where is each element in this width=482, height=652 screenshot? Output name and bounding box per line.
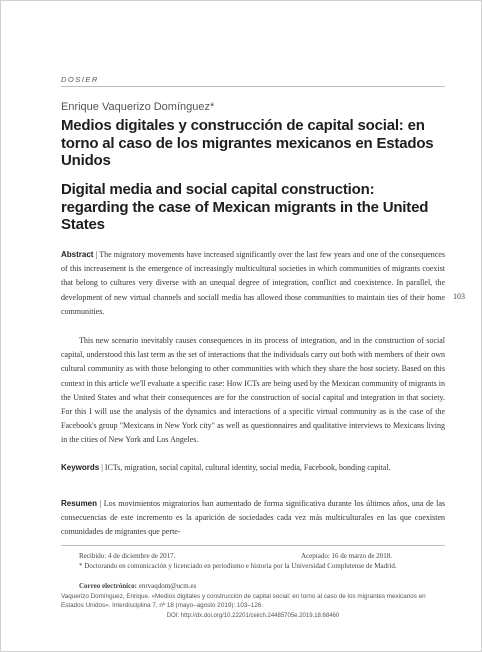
abstract-paragraph-1 (61, 248, 445, 319)
abstract-separator: | (93, 250, 100, 259)
keywords-separator: | (99, 463, 105, 472)
title-spanish: Medios digitales y construcción de capital social: en torno al caso de los migrantes mexicanos en Estados Unidos (61, 117, 434, 169)
abstract-text-1: The migratory movements have increased significantly over the last few years and one of the consequences of this increasement is the emergence of increasingly multicultural societies in which communities of migrants coexist that belong to cultures very diverse with an unequal degree of integration, conflict and coexistence. In parallel, the development of new virtual channels and socialI media has allowed those communities to maintain ties of their home communities. (61, 250, 445, 316)
resumen-paragraph (61, 497, 445, 540)
author-footnote: * Doctorando en comunicación y licenciado en periodismo e historia por la Universidad Complutense de Madrid. (79, 562, 397, 570)
resumen-label: Resumen (61, 499, 98, 508)
header-rule (61, 86, 445, 87)
author-email (79, 581, 196, 591)
keywords-text: ICTs, migration, social capital, cultural identity, social media, Facebook, bonding capital. (104, 463, 391, 472)
author-name: Enrique Vaquerizo Domínguez* (61, 101, 215, 113)
abstract-paragraph-2: This new scenario inevitably causes consequences in its process of integration, and in the construction of social capital, understood this last term as the set of interactions that the individuals carry out both with members of their own cultural community as with those belonging to other communities with which they share the host society. Based on this context in this article we'll evaluate a specific case: How ICTs are being used by the Mexican community of migrants in the United States and what their consequences are for the construction of social capital and integration in that society. For this I will use the analysis of the dynamics and interactions of a specific virtual community as is the case of the Facebook's group "Mexicans in New York city" as well as questionnaires and qualitative interviews to Mexicans living in the cities of New York and Los Angeles. (61, 336, 445, 445)
doi-link[interactable]: DOI: http://dx.doi.org/10.22201/ceiich.24485705e.2019.18.68460 (166, 613, 340, 619)
title-english: Digital media and social capital construction: regarding the case of Mexican migrants in the United States (61, 181, 429, 233)
received-date: Recibido: 4 de diciembre de 2017. (79, 552, 176, 560)
section-tag: DOSIER (61, 75, 99, 84)
footnote-rule (61, 545, 445, 546)
resumen-text: Los movimientos migratorios han aumentado de forma significativa durante los últimos años, una de las consecuencias de este incremento es la aparición de sociedades cada vez más multiculturales en las que coexisten comunidades de migrantes que perte- (61, 499, 445, 537)
citation: Vaquerizo Domínguez, Enrique. «Medios digitales y construcción de capital social: en torno al caso de los migrantes mexicanos en Estados Unidos». Interdisciplina 7, nº 18 (mayo–agosto 2019): 103–126. (61, 593, 426, 609)
abstract-label: Abstract (61, 250, 94, 259)
keywords-label: Keywords (61, 463, 100, 472)
accepted-date: Aceptado: 16 de marzo de 2018. (301, 552, 392, 560)
resumen-separator: | (97, 499, 104, 508)
email-value[interactable]: enrvaqdom@ucm.es (138, 582, 197, 590)
keywords-paragraph (61, 461, 445, 475)
email-label: Correo electrónico: (79, 582, 137, 590)
page-number: 103 (453, 292, 465, 301)
